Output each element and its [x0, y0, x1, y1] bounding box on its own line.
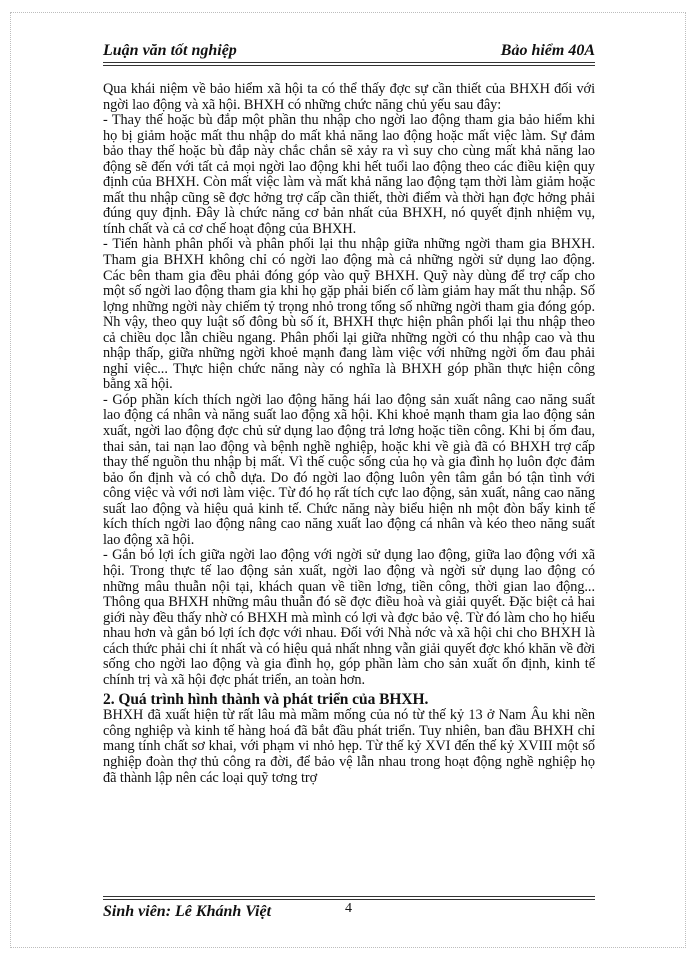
body-text [103, 82, 595, 786]
function-paragraph-3: - Góp phần kích thích ngời lao động hăng hái lao động sản xuất nâng cao năng suất lao động cá nhân và năng suất lao động xã hội. Khi khoẻ mạnh tham gia lao động sản xuất, ngời lao động đợc chủ sử dụng lao động trả lơng hoặc tiền công. Khi bị ốm đau, thai sản, tai nạn lao động và bệnh nghề nghiệp, hoặc khi về già đã có BHXH trợ cấp thay thế nguồn thu nhập bị mất. Vì thế cuộc sống của họ và gia đình họ luôn đợc đảm bảo ổn định và có chỗ dựa. Do đó ngời lao động luôn yên tâm gắn bó tận tình với công việc và với nơi làm việc. Từ đó họ rất tích cực lao động, sản xuất, nâng cao năng suất lao động và hiệu quả kinh tế. Chức năng này biểu hiện nh một đòn bẩy kinh tế kích thích ngời lao động nâng cao năng xuất lao động cá nhân và kéo theo năng suất lao động xã hội. [103, 391, 595, 548]
function-paragraph-1: - Thay thế hoặc bù đắp một phần thu nhập cho ngời lao động tham gia bảo hiểm khi họ bị giảm hoặc mất thu nhập do mất khả năng lao động hoặc mất việc làm. Sự đảm bảo thay thế hoặc bù đắp này chắc chắn sẽ xảy ra vì suy cho cùng mất khả năng lao động sẽ đến với tất cả mọi ngời lao động khi hết tuổi lao động theo các điều kiện quy định của BHXH. Còn mất việc làm và mất khả năng lao động tạm thời làm giảm hoặc mất thu nhập cũng sẽ đợc hởng trợ cấp cần thiết, thời điểm và thời hạn đợc hởng phải đúng quy định. Đây là chức năng cơ bản nhất của BHXH, nó quyết định nhiệm vụ, tính chất và cả cơ chế hoạt động của BHXH. [103, 112, 595, 237]
intro-paragraph: Qua khái niệm về bảo hiểm xã hội ta có thể thấy đợc sự cần thiết của BHXH đối với ngời lao động và xã hội. BHXH có những chức năng chủ yếu sau đây: [103, 81, 595, 113]
header-thesis-title: Luận văn tốt nghiệp [103, 42, 237, 59]
header-rule [103, 62, 595, 66]
footer-student-name: Sinh viên: Lê Khánh Việt [103, 903, 272, 920]
section-heading: 2. Quá trình hình thành và phát triển của BHXH. [103, 691, 429, 709]
function-paragraph-4: - Gắn bó lợi ích giữa ngời lao động với ngời sử dụng lao động, giữa lao động với xã hội. Trong thực tế lao động sản xuất, ngời lao động và ngời sử dụng lao động có những mâu thuẫn nội tại, khách quan về tiền lơng, tiền công, thời gian lao động... Thông qua BHXH những mâu thuẫn đó sẽ đợc điều hoà và giải quyết. Đặc biệt cả hai giới này đều thấy nhờ có BHXH mà mình có lợi và đợc bảo vệ. Từ đó làm cho họ hiểu nhau hơn và gắn bó lợi ích đợc với nhau. Đối với Nhà nớc và xã hội chi cho BHXH là cách thức phải chi ít nhất và có hiệu quả nhất nhng vẫn giải quyết đợc khó khăn về đời sống cho ngời lao động và gia đình họ, góp phần làm cho sản xuất ổn định, kinh tế chính trị và xã hội đợc phát triển, an toàn hơn. [103, 547, 595, 688]
page-header [103, 40, 595, 62]
function-paragraph-2: - Tiến hành phân phối và phân phối lại thu nhập giữa những ngời tham gia BHXH. Tham gia BHXH không chỉ có ngời lao động mà cả những ngời sử dụng lao động. Các bên tham gia đều phải đóng góp vào quỹ BHXH. Quỹ này dùng để trợ cấp cho một số ngời lao động tham gia khi họ gặp phải biến cố làm giảm hay mất thu nhập. Số lợng những ngời này chiếm tỷ trọng nhỏ trong tổng số những ngời tham gia đóng góp. Nh vậy, theo quy luật số đông bù số ít, BHXH thực hiện phân phối lại thu nhập theo cả chiều dọc lẫn chiều ngang. Phân phối lại giữa những ngời có thu nhập cao và thu nhập thấp, giữa những ngời khoẻ mạnh đang làm việc với những ngời ốm đau phải nghỉ việc... Thực hiện chức năng này có nghĩa là BHXH góp phần thực hiện công bằng xã hội. [103, 236, 595, 393]
header-class-name: Bảo hiểm 40A [500, 42, 595, 59]
page-number: 4 [345, 901, 352, 916]
page-footer [103, 903, 595, 925]
footer-rule [103, 896, 595, 900]
history-paragraph: BHXH đã xuất hiện từ rất lâu mà mầm mống của nó từ thế kỷ 13 ở Nam Âu khi nền công nghiệp và kinh tế hàng hoá đã bắt đầu phát triển. Tuy nhiên, ban đầu BHXH chỉ mang tính chất sơ khai, với phạm vi nhỏ hẹp. Từ thế kỷ XVI đến thế kỷ XVIII một số nghiệp đoàn thợ thủ công ra đời, để bảo vệ lẫn nhau trong hoạt động nghề nghiệp họ đã thành lập nên các loại quỹ tơng trợ [103, 707, 595, 786]
